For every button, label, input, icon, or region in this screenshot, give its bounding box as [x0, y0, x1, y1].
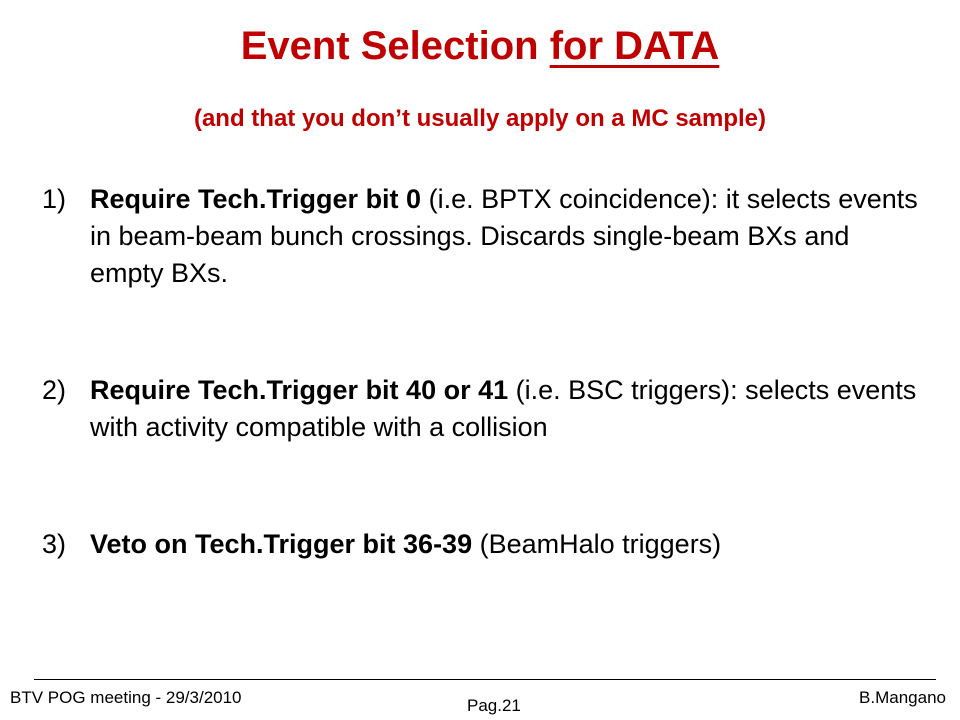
list-item-3 — [42, 526, 922, 563]
footer-author: B.Mangano — [859, 688, 946, 707]
item-text — [90, 526, 922, 563]
list-item-2 — [42, 372, 922, 446]
footer-page-number: Pag.21 — [467, 696, 521, 715]
title-plain: Event Selection — [240, 24, 550, 68]
item-rest-text: (i.e. BPTX coincidence): it selects events in beam-beam bunch crossings. Discards single-beam BXs and empty BXs. — [90, 184, 918, 288]
list-item-1 — [42, 181, 922, 292]
footer-divider — [34, 679, 936, 680]
item-text — [90, 372, 922, 446]
item-rest-text: (i.e. BSC triggers): selects events with activity compatible with a collision — [90, 375, 917, 442]
item-number: 2) — [42, 375, 67, 405]
item-number: 1) — [42, 184, 67, 214]
item-bold-text: Require Tech.Trigger bit 0 — [90, 184, 422, 214]
footer-meeting: BTV POG meeting - 29/3/2010 — [10, 688, 242, 707]
slide-subtitle: (and that you don’t usually apply on a MC sample) — [193, 105, 767, 132]
slide-title — [0, 22, 960, 70]
item-text — [90, 181, 922, 292]
item-bold-text: Require Tech.Trigger bit 40 or 41 — [90, 375, 509, 405]
title-underlined: for DATA — [549, 24, 720, 68]
item-bold-text: Veto on Tech.Trigger bit 36-39 — [90, 529, 473, 559]
item-rest-text: (BeamHalo triggers) — [472, 529, 722, 559]
item-number: 3) — [42, 529, 67, 559]
